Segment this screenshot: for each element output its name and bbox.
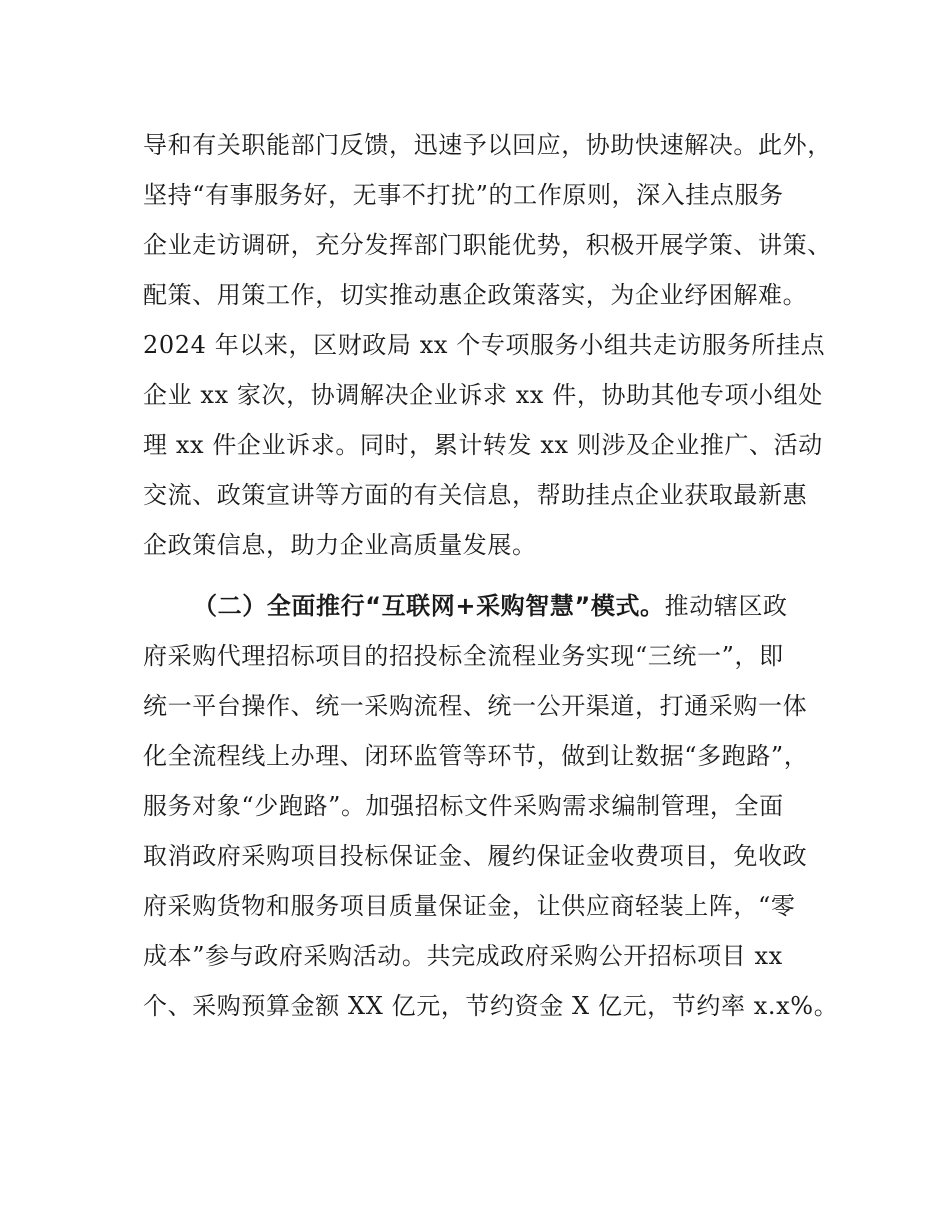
p2-line-2: 府采购代理招标项目的招投标全流程业务实现“三统一”，即 — [143, 642, 784, 670]
p2-line-9: 个、采购预算金额 XX 亿元，节约资金 X 亿元，节约率 x.x%。 — [143, 992, 839, 1020]
p2-line-5: 服务对象“少跑路”。加强招标文件采购需求编制管理，全面 — [143, 792, 784, 820]
p2-line-8: 成本”参与政府采购活动。共完成政府采购公开招标项目 xx — [143, 942, 783, 970]
p2-line-7: 府采购货物和服务项目质量保证金，让供应商轻装上阵，“零 — [143, 892, 796, 920]
p2-line-3: 统一平台操作、统一采购流程、统一公开渠道，打通采购一体 — [143, 692, 808, 720]
section-heading: （二）全面推行“互联网+采购智慧”模式。 — [193, 592, 665, 620]
p1-line-6: 企业 xx 家次，协调解决企业诉求 xx 件，协助其他专项小组处 — [143, 381, 823, 409]
p1-line-9: 企政策信息，助力企业高质量发展。 — [143, 531, 537, 559]
p1-line-3: 企业走访调研，充分发挥部门职能优势，积极开展学策、讲策、 — [143, 231, 832, 259]
p1-line-4: 配策、用策工作，切实推动惠企政策落实，为企业纾困解难。 — [143, 281, 808, 309]
p2-line-4: 化全流程线上办理、闭环监管等环节，做到让数据“多跑路”， — [143, 742, 809, 770]
p2-line-1 — [193, 590, 788, 622]
p1-line-7: 理 xx 件企业诉求。同时，累计转发 xx 则涉及企业推广、活动 — [143, 431, 823, 459]
p1-line-8: 交流、政策宣讲等方面的有关信息，帮助挂点企业获取最新惠 — [143, 481, 808, 509]
p2-line-1-rest: 推动辖区政 — [664, 592, 788, 620]
p1-line-2: 坚持“有事服务好，无事不打扰”的工作原则，深入挂点服务 — [143, 181, 784, 209]
p1-line-5: 2024 年以来，区财政局 xx 个专项服务小组共走访服务所挂点 — [143, 331, 826, 359]
p1-line-1: 导和有关职能部门反馈，迅速予以回应，协助快速解决。此外， — [143, 131, 832, 159]
p2-line-6: 取消政府采购项目投标保证金、履约保证金收费项目，免收政 — [143, 842, 808, 870]
